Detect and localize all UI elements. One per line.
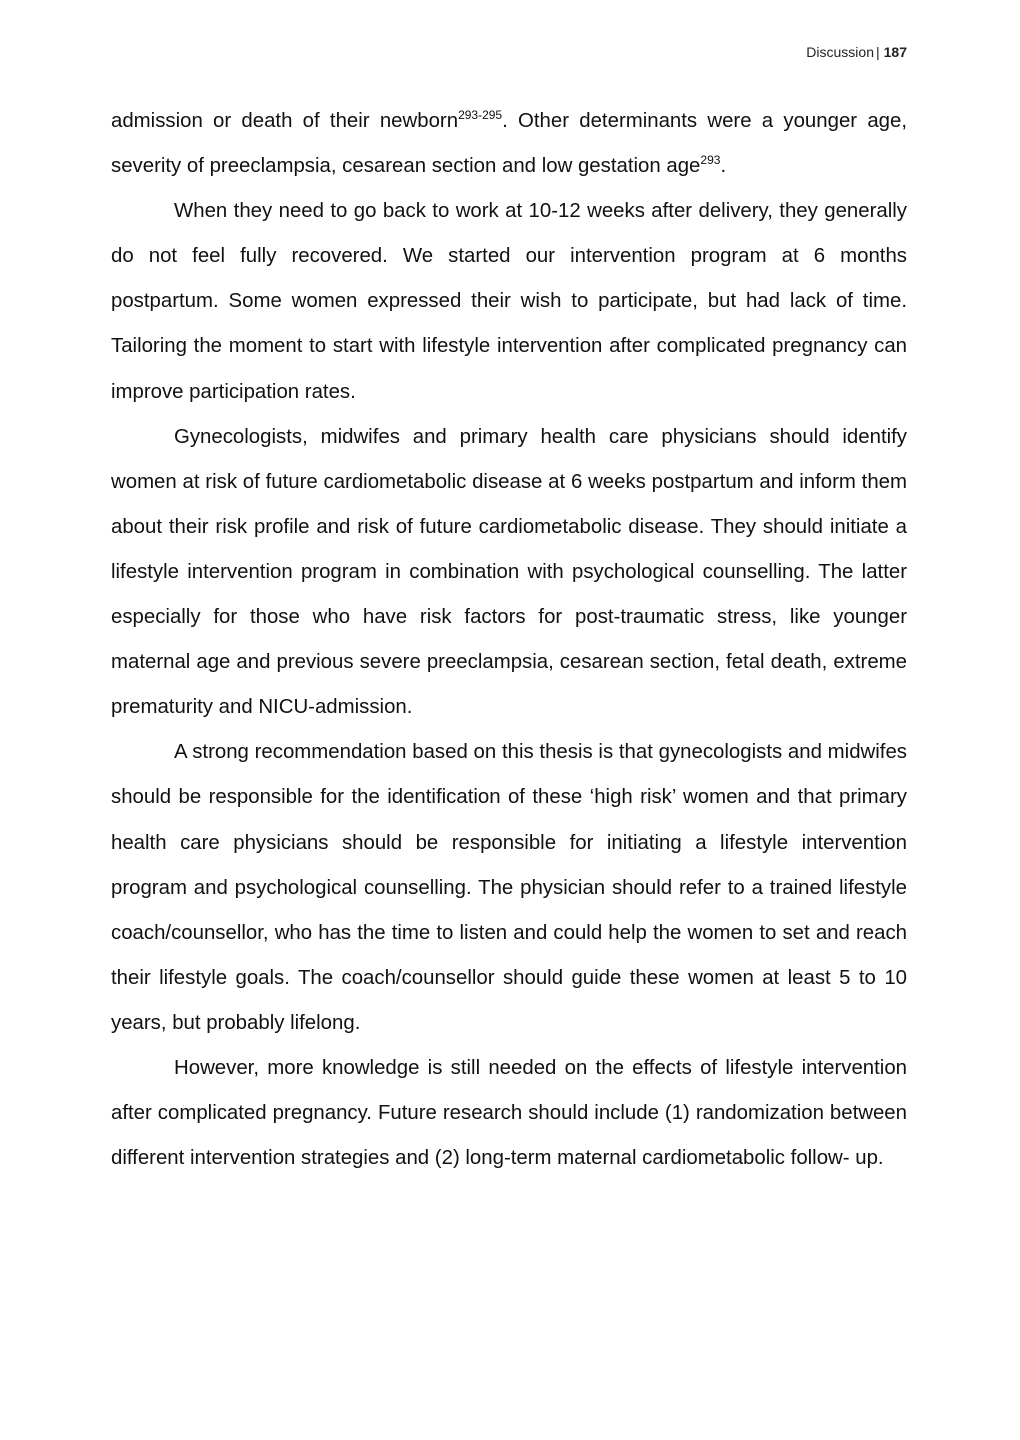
- paragraph-2: When they need to go back to work at 10-12 weeks after delivery, they generally do not feel fully recovered. We started our intervention program at 6 months postpartum. Some women expressed their wish to participate, but had lack of time. Tailoring the moment to start with lifestyle intervention after complicated pregnancy can improve participation rates.: [111, 200, 907, 403]
- body-text: [111, 99, 907, 1181]
- paragraph-1: [111, 99, 907, 189]
- paragraph-5: However, more knowledge is still needed on the effects of lifestyle intervention after complicated pregnancy. Future research should include (1) randomization between different intervention strategies and (2) long-term maternal cardiometabolic follow- up.: [111, 1056, 907, 1170]
- paragraph-4: A strong recommendation based on this thesis is that gynecologists and midwifes should be responsible for the identification of these ‘high risk’ women and that primary health care physicians should be responsible for initiating a lifestyle intervention program and psychological counselling. The physician should refer to a trained lifestyle coach/counsellor, who has the time to listen and could help the women to set and reach their lifestyle goals. The coach/counsellor should guide these women at least 5 to 10 years, but probably lifelong.: [111, 741, 907, 1034]
- paragraph-1-text-c: .: [720, 155, 727, 178]
- paragraph-1-text-a: admission or death of their newborn: [111, 110, 459, 132]
- section-title: Discussion: [806, 44, 874, 60]
- paragraph-1-text-b: . Other determinants were a younger age, severity of preeclampsia, cesarean section and low gestation age: [111, 110, 908, 178]
- paragraph-3: Gynecologists, midwifes and primary health care physicians should identify women at risk of future cardiometabolic disease at 6 weeks postpartum and inform them about their risk profile and risk of future cardiometabolic disease. They should initiate a lifestyle intervention program in combination with psychological counselling. The latter especially for those who have risk factors for post-traumatic stress, like younger maternal age and previous severe preeclampsia, cesarean section, fetal death, extreme prematurity and NICU-admission.: [111, 425, 907, 719]
- page-number: 187: [883, 44, 907, 60]
- running-header: [806, 44, 907, 60]
- citation-293: 293: [700, 153, 721, 168]
- citation-293-295: 293-295: [458, 108, 503, 122]
- header-separator: |: [876, 44, 880, 60]
